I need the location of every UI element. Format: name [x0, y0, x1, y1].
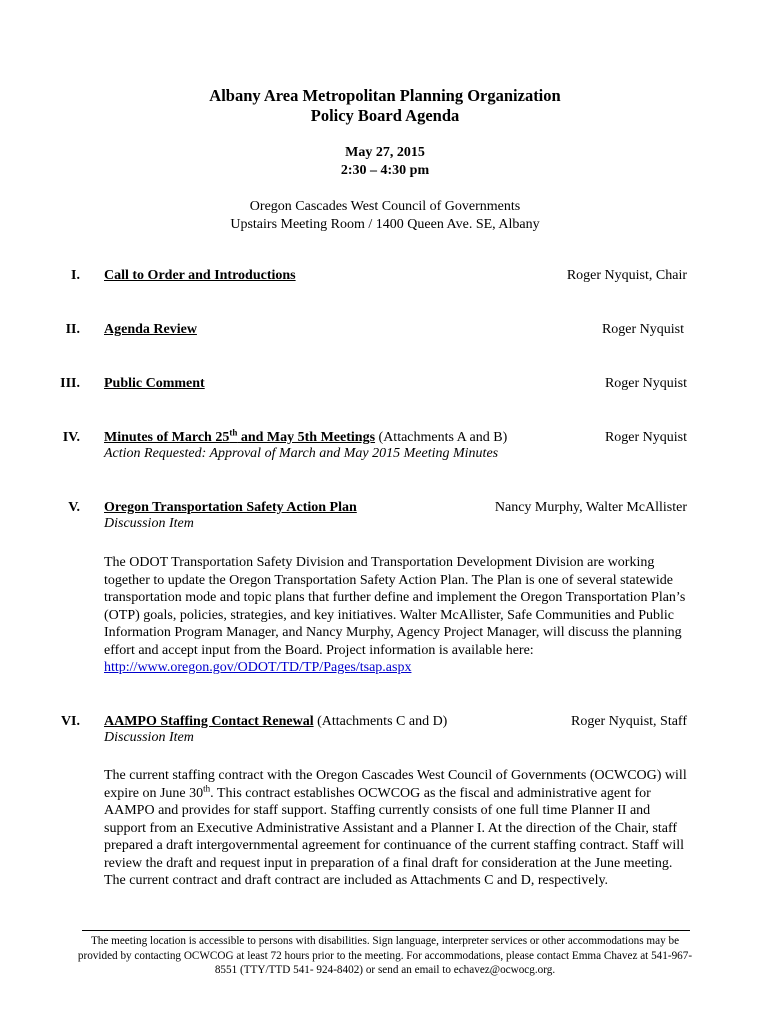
item-number: II.	[65, 322, 80, 337]
item-number: V.	[68, 500, 80, 515]
item-number: I.	[71, 268, 80, 283]
meeting-location-org: Oregon Cascades West Council of Governments	[249, 199, 521, 214]
item-subtitle: Discussion Item	[104, 730, 194, 745]
footer-divider	[82, 930, 690, 931]
item-presenter: Roger Nyquist	[601, 322, 684, 337]
item-number: III.	[60, 376, 80, 391]
item-presenter: Roger Nyquist, Staff	[570, 714, 687, 729]
meeting-date: May 27, 2015	[345, 145, 425, 160]
item-6-description: The current staffing contract with the Oregon Cascades West Council of Governments (OCWCOG) will expire on June 30th. This contract establishes OCWCOG as the fiscal and administrative agent for AAMPO and provides for staff support. Staffing currently consists of one full time Planner II and support from an Executive Administrative Assistant and a Planner I. At the direction of the Chair, staff prepared a draft intergovernmental agreement for continuance of the current staffing contract. Staff will review the draft and request input in preparation of a final draft for consideration at the June meeting. The current contract and draft contract are included as Attachments C and D, respectively.	[104, 768, 687, 888]
item-presenter: Nancy Murphy, Walter McAllister	[494, 500, 687, 515]
accessibility-footer: The meeting location is accessible to persons with disabilities. Sign language, interpreter services or other accommodations may be provided by contacting OCWCOG at least 72 hours prior to the meeting. For accommodations, please contact Emma Chavez at 541-967-8551 (TTY/TTD 541- 924-8402) or send an email to echavez@ocwocg.org.	[77, 935, 693, 976]
item-subtitle: Discussion Item	[104, 516, 194, 531]
meeting-time: 2:30 – 4:30 pm	[340, 163, 430, 178]
organization-name: Albany Area Metropolitan Planning Organization	[209, 86, 561, 105]
page-title: Policy Board Agenda	[310, 106, 460, 125]
item-title: Agenda Review	[104, 322, 197, 337]
item-presenter: Roger Nyquist, Chair	[566, 268, 687, 283]
item-title: Oregon Transportation Safety Action Plan Discussion Item	[104, 500, 357, 531]
item-number: IV.	[62, 430, 80, 445]
item-number: VI.	[60, 714, 80, 729]
project-link[interactable]: http://www.oregon.gov/ODOT/TD/TP/Pages/tsap.aspx	[104, 660, 412, 675]
item-presenter: Roger Nyquist	[604, 430, 687, 445]
meeting-location-room: Upstairs Meeting Room / 1400 Queen Ave. SE, Albany	[230, 217, 540, 232]
item-title: Minutes of March 25th and May 5th Meetings (Attachments A and B) Action Requested: Approval of March and May 2015 Meeting Minutes	[104, 427, 508, 461]
item-presenter: Roger Nyquist	[604, 376, 687, 391]
item-title: Call to Order and Introductions	[104, 268, 296, 283]
item-5-description: The ODOT Transportation Safety Division and Transportation Development Division are working together to update the Oregon Transportation Safety Action Plan. The Plan is one of several statewide transportation mode and topic plans that further define and implement the Oregon Transportation Plan’s (OTP) goals, policies, strategies, and key initiatives. Walter McAllister, Safe Communities and Public Information Program Manager, and Nancy Murphy, Agency Project Manager, will discuss the planning effort and accept input from the Board. Project information is available here: http://www.oregon.gov/ODOT/TD/TP/Pages/tsap.aspx	[104, 555, 686, 675]
item-title: Public Comment	[104, 376, 205, 391]
agenda-header	[0, 86, 770, 234]
item-subtitle: Action Requested: Approval of March and May 2015 Meeting Minutes	[104, 446, 499, 461]
item-title: AAMPO Staffing Contact Renewal (Attachments C and D) Discussion Item	[104, 714, 448, 745]
